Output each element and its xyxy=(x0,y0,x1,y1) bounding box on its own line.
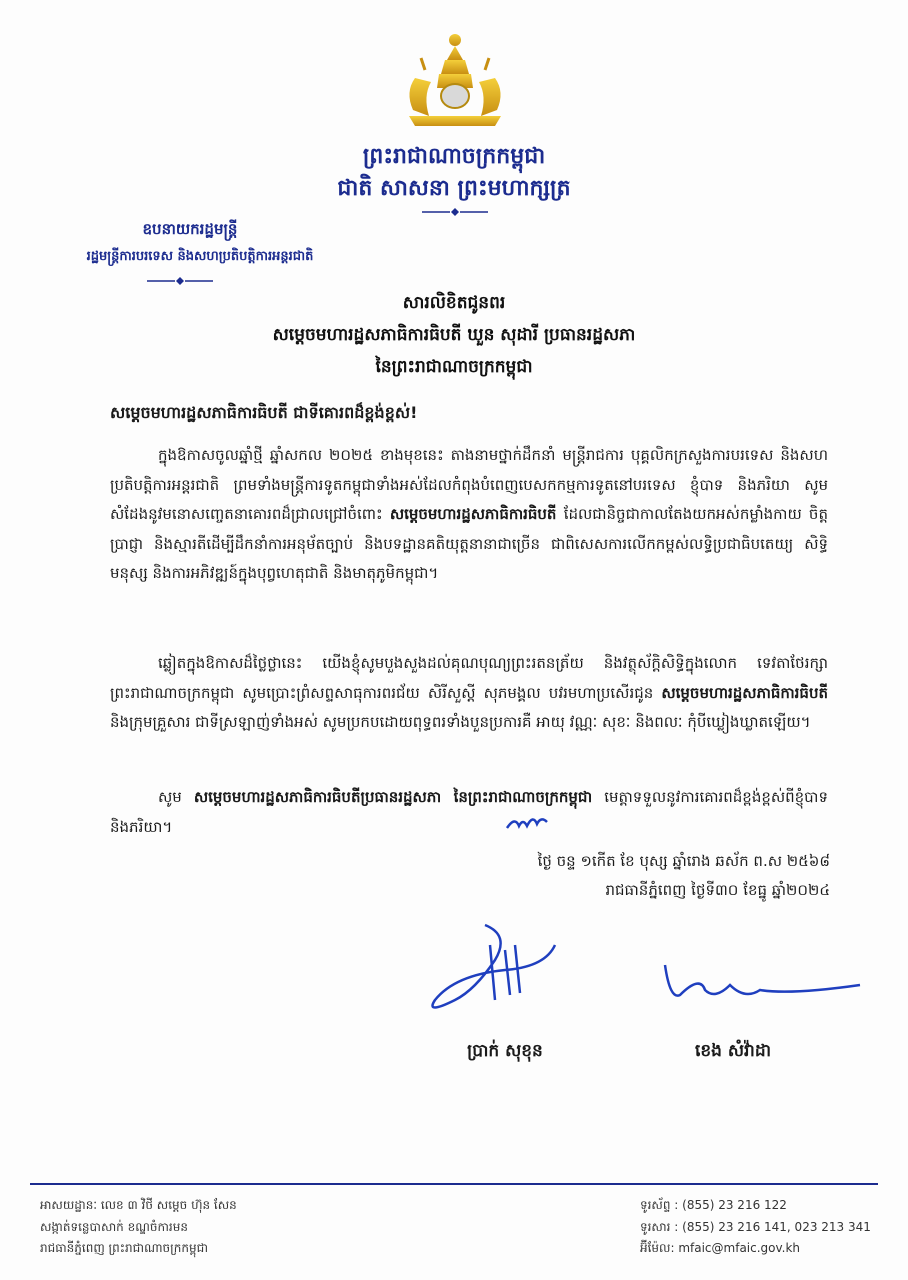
office-title: ឧបនាយករដ្ឋមន្ត្រី xyxy=(142,220,238,238)
salutation: សម្តេចមហារដ្ឋសភាធិការធិបតី ជាទីគោរពដ៏ខ្ពង់ខ្ពស់! xyxy=(110,403,418,422)
address-label: អាសយដ្ឋានៈ xyxy=(40,1198,97,1212)
left-signature-icon xyxy=(415,915,585,1025)
p2-bold: សម្តេចមហារដ្ឋសភាធិការធិបតី xyxy=(661,683,828,702)
recipient-line: សម្តេចមហារដ្ឋសភាធិការធិបតី ឃួន សុដារី ប្រធានរដ្ឋសភា xyxy=(272,325,636,345)
p2-text: ឆ្លៀតក្នុងឱកាសដ៏ថ្លៃថ្លានេះ យើងខ្ញុំសូមបួងសួងដល់គុណបុណ្យព្រះរតនត្រ័យ និងវត្ថុស័ក្តិសិទ្ធិក្នុងលោក ទេវតាថែរក្សាព្រះរាជាណាចក្រកម្ពុជា សូមប្រោះព្រំសព្ទសាធុការពរជ័យ សិរីសួស្តី សុភមង្គល បវរមហាប្រសើរជូន xyxy=(110,654,828,702)
footer-address-line-1 xyxy=(40,1197,237,1215)
p3-bold: សម្តេចមហារដ្ឋសភាធិការធិបតីប្រធានរដ្ឋសភា នៃព្រះរាជាណាចក្រកម្ពុជា xyxy=(193,788,593,806)
ink-mark-icon xyxy=(505,812,550,834)
lunar-date: ថ្ងៃ ចន្ទ ១កើត ខែ បុស្ស ឆ្នាំរោង ឆស័ក ព.ស ២៥៦៨ xyxy=(537,852,830,870)
kingdom-name: ព្រះរាជាណាចក្រកម្ពុជា xyxy=(362,144,546,169)
p1-bold: សម្តេចមហារដ្ឋសភាធិការធិបតី xyxy=(389,505,557,523)
footer-email[interactable]: អ៊ីម៉ែល: mfaic@mfaic.gov.kh xyxy=(640,1241,801,1255)
right-signatory-name: ខេង សំវ៉ាដា xyxy=(694,1041,772,1061)
ornament-divider-icon xyxy=(420,207,490,217)
footer-address-line-2: សង្កាត់ទន្លេបាសាក់ ខណ្ឌចំការមន xyxy=(40,1220,188,1234)
p3-text-end: មេត្តាទទួលនូវការគោរពដ៏ខ្ពង់ខ្ពស់ពីខ្ញុំបាទ និងភរិយា។ xyxy=(110,788,828,836)
body-paragraph-2 xyxy=(110,649,828,738)
body-paragraph-3 xyxy=(110,783,828,842)
ornament-divider-icon xyxy=(145,276,215,286)
footer-divider xyxy=(30,1183,878,1185)
address-1: លេខ ៣ វិថី សម្តេច ហ៊ុន សែន xyxy=(100,1198,237,1212)
left-signatory-name: ប្រាក់ សុខុន xyxy=(467,1041,543,1061)
ministry-name: រដ្ឋមន្ត្រីការបរទេស និងសហប្រតិបត្តិការអន្តរជាតិ xyxy=(86,249,314,264)
p1-text-end: ដែលជានិច្ចជាកាលតែងយកអស់កម្លាំងកាយ ចិត្ត ប្រាជ្ញា និងស្មារតីដើម្បីដឹកនាំការអនុម័តច្បាប់ និងបទដ្ឋានគតិយុត្តនានាជាច្រើន ជាពិសេសការលើកកម្ពស់លទ្ធិប្រជាធិបតេយ្យ សិទ្ធិមនុស្ស និងការអភិវឌ្ឍន៍ក្នុងបុព្វហេតុជាតិ និងមាតុភូមិកម្ពុជា។ xyxy=(110,505,828,582)
royal-emblem-icon xyxy=(395,30,515,130)
right-signature-icon xyxy=(660,955,870,1015)
national-motto: ជាតិ សាសនា ព្រះមហាក្សត្រ xyxy=(337,176,571,201)
p2-text-end: និងក្រុមគ្រួសារ ជាទីស្រឡាញ់ទាំងអស់ សូមប្រកបដោយពុទ្ធពរទាំងបួនប្រការគឺ អាយុ វណ្ណៈ សុខៈ និងពលៈ កុំបីឃ្លៀងឃ្លាតឡើយ។ xyxy=(110,713,811,731)
footer-phone: ទូរស័ព្ទ : (855) 23 216 122 xyxy=(640,1198,787,1212)
p3-text: សូម xyxy=(158,788,194,806)
body-paragraph-1 xyxy=(110,441,828,589)
footer-address-line-3: រាជធានីភ្នំពេញ ព្រះរាជាណាចក្រកម្ពុជា xyxy=(40,1241,208,1255)
p1-text: ក្នុងឱកាសចូលឆ្នាំថ្មី ឆ្នាំសកល ២០២៥ ខាងមុខនេះ តាងនាមថ្នាក់ដឹកនាំ មន្ត្រីរាជការ បុគ្គលិកក្រសួងការបរទេស និងសហប្រតិបត្តិការអន្តរជាតិ ព្រមទាំងមន្ត្រីការទូតកម្ពុជាទាំងអស់ដែលកំពុងបំពេញបេសកកម្មការទូតនៅបរទេស ខ្ញុំបាទ និងភរិយា សូមសំដែងនូវមនោសញ្ចេតនាគោរពដ៏ជ្រាលជ្រៅចំពោះ xyxy=(110,446,828,523)
solar-date: រាជធានីភ្នំពេញ ថ្ងៃទី៣០ ខែធ្នូ ឆ្នាំ២០២៤ xyxy=(605,881,830,899)
letter-title: សារលិខិតជូនពរ xyxy=(402,293,506,313)
recipient-country: នៃព្រះរាជាណាចក្រកម្ពុជា xyxy=(375,357,533,377)
footer-fax: ទូរសារ : (855) 23 216 141, 023 213 341 xyxy=(640,1220,871,1234)
